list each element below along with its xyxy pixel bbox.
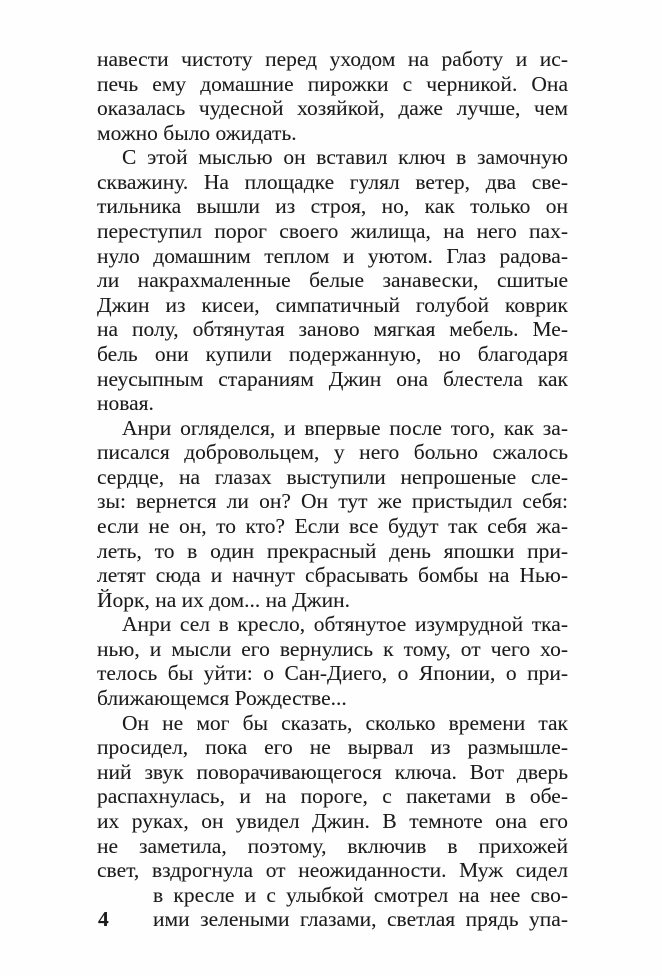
text-line: Йорк, на их дом... на Джин.: [97, 587, 350, 612]
text-line: Джин из кисеи, симпатичный голубой коврик: [97, 292, 568, 317]
text-line: телось бы уйти: о Сан-Диего, о Японии, о при-: [97, 661, 568, 686]
text-line: не заметила, поэтому, включив в прихожей: [97, 833, 568, 858]
text-line: зы: вернется ли он? Он тут же пристыдил себя:: [97, 489, 568, 514]
text-line: бель они купили подержанную, но благодаря: [97, 341, 568, 366]
text-line: скважину. На площадке гулял ветер, два све-: [97, 169, 568, 194]
text-line: в кресле и с улыбкой смотрел на нее сво-: [153, 882, 568, 907]
text-line: свет, вздрогнула от неожиданности. Муж сидел: [97, 858, 568, 883]
text-line: нуло домашним теплом и уютом. Глаз радова-: [97, 243, 568, 268]
text-line: неусыпным стараниям Джин она блестела как: [97, 366, 568, 391]
text-line: распахнулась, и на пороге, с пакетами в обе-: [97, 784, 568, 809]
text-line: новая.: [97, 391, 154, 416]
text-line: их руках, он увидел Джин. В темноте она его: [97, 808, 568, 833]
text-line: ли накрахмаленные белые занавески, сшитые: [97, 268, 568, 293]
page-number: 4: [98, 907, 109, 931]
text-line: тильника вышли из строя, но, как только он: [97, 194, 568, 219]
text-line: ближающемся Рождестве...: [97, 686, 347, 711]
text-line: С этой мыслью он вставил ключ в замочную: [122, 145, 568, 170]
text-line: оказалась чудесной хозяйкой, даже лучше, чем: [97, 96, 568, 121]
text-line: просидел, пока его не вырвал из размышле-: [97, 735, 568, 760]
text-line: Он не мог бы сказать, сколько времени так: [122, 710, 568, 735]
text-line: Анри огляделся, и впервые после того, как за-: [122, 415, 568, 440]
text-line: печь ему домашние пирожки с черникой. Она: [97, 71, 568, 96]
text-line: сердце, на глазах выступили непрошеные сле-: [97, 464, 568, 489]
text-line: нью, и мысли его вернулись к тому, от чего хо-: [97, 636, 568, 661]
text-line: ими зелеными глазами, светлая прядь упа-: [153, 907, 568, 932]
text-line: писался добровольцем, у него больно сжалось: [97, 440, 568, 465]
text-line: переступил порог своего жилища, на него пах-: [97, 219, 568, 244]
text-line: ний звук поворачивающегося ключа. Вот дверь: [97, 759, 568, 784]
text-line: можно было ожидать.: [97, 120, 297, 145]
text-line: летят сюда и начнут сбрасывать бомбы на Нью-: [97, 563, 568, 588]
text-line: навести чистоту перед уходом на работу и ис-: [97, 47, 568, 71]
text-line: если не он, то кто? Если все будут так себя жа-: [97, 513, 568, 538]
text-line: на полу, обтянутая заново мягкая мебель. Ме-: [97, 317, 568, 342]
page-text: [97, 47, 568, 932]
text-line: леть, то в один прекрасный день япошки при-: [97, 538, 568, 563]
text-line: Анри сел в кресло, обтянутое изумрудной тка-: [122, 612, 568, 637]
